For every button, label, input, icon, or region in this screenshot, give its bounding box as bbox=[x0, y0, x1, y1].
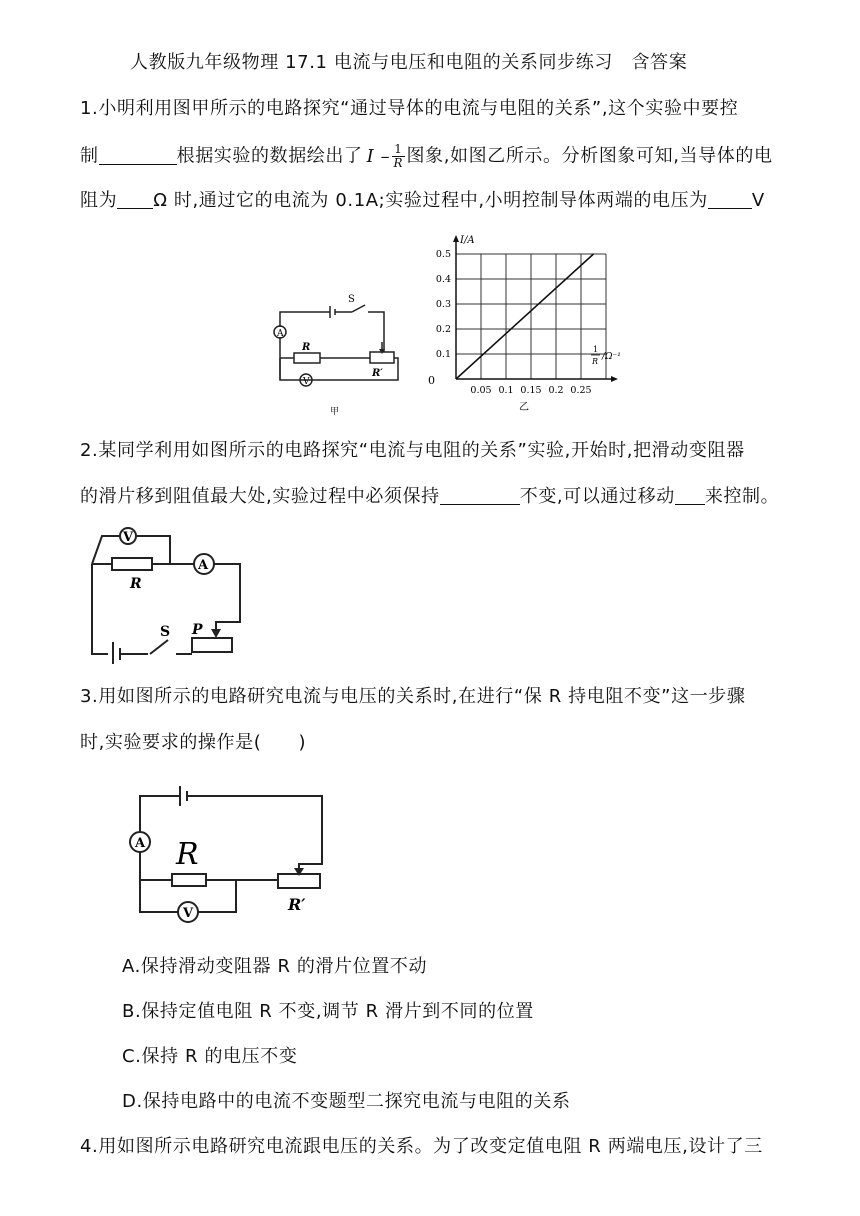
chart-series bbox=[456, 254, 594, 379]
q4-line-1: 4.用如图所示电路研究电流跟电压的关系。为了改变定值电阻 R 两端电压,设计了三 bbox=[80, 1136, 763, 1157]
q1-jia-label-rprime: R′ bbox=[372, 368, 383, 379]
q1-text: 制 bbox=[80, 145, 99, 167]
chart-x-tick-label: 0.05 bbox=[470, 385, 492, 396]
q3-label-a: A bbox=[135, 836, 146, 851]
chart-x-label-unit: /Ω⁻¹ bbox=[602, 352, 621, 362]
chart-x-label-num: 1 bbox=[593, 345, 599, 354]
q2-label-p: P bbox=[192, 622, 203, 638]
chart-y-tick-label: 0.2 bbox=[435, 324, 451, 335]
chart-x-tick-label: 0.2 bbox=[548, 385, 564, 396]
q3-label-rprime: R′ bbox=[288, 895, 306, 914]
q1-text: 图象,如图乙所示。分析图象可知,当导体的电 bbox=[406, 145, 773, 167]
chart-y-axis-label: I/A bbox=[460, 235, 475, 246]
chart-grid bbox=[456, 254, 606, 379]
q1-text: V bbox=[751, 190, 765, 211]
q1-blank-2 bbox=[117, 190, 153, 209]
q1-line-1: 1.小明利用图甲所示的电路探究“通过导体的电流与电阻的关系”,这个实验中要控 bbox=[80, 98, 739, 119]
chart-ticks bbox=[436, 249, 592, 396]
q1-jia-label-r: R bbox=[302, 342, 311, 353]
q1-blank-1 bbox=[99, 146, 177, 165]
chart-y-tick-label: 0.5 bbox=[435, 249, 451, 260]
q2-text: 的滑片移到阻值最大处,实验过程中必须保持 bbox=[80, 486, 440, 507]
q1-text: Ω 时,通过它的电流为 0.1A;实验过程中,小明控制导体两端的电压为 bbox=[153, 190, 708, 211]
chart-y-tick-label: 0.1 bbox=[435, 349, 451, 360]
q2-label-a: A bbox=[198, 558, 209, 573]
chart-caption: 乙 bbox=[519, 402, 529, 413]
q3-circuit bbox=[124, 780, 334, 928]
q1-line-3 bbox=[80, 188, 825, 214]
q3-option-c: C.保持 R 的电压不变 bbox=[122, 1046, 298, 1067]
q2-text: 来控制。 bbox=[704, 486, 780, 507]
q2-blank-2 bbox=[675, 486, 705, 505]
q1-text: 根据实验的数据绘出了 bbox=[176, 145, 363, 167]
q3-label-r: R bbox=[176, 837, 199, 872]
q3-option-b: B.保持定值电阻 R 不变,调节 R 滑片到不同的位置 bbox=[122, 1001, 534, 1022]
q3-line-1: 3.用如图所示的电路研究电流与电压的关系时,在进行“保 R 持电阻不变”这一步骤 bbox=[80, 686, 746, 707]
q2-label-v: V bbox=[123, 530, 134, 545]
chart-x-tick-label: 0.25 bbox=[570, 385, 592, 396]
q1-blank-3 bbox=[708, 190, 752, 209]
chart-y-tick-label: 0.4 bbox=[435, 274, 451, 285]
q2-label-r: R bbox=[130, 576, 142, 592]
q1-jia-label-a: A bbox=[277, 329, 284, 339]
q2-text: 不变,可以通过移动 bbox=[519, 486, 675, 507]
q1-fraction-numerator: 1 bbox=[394, 142, 403, 156]
q3-option-d: D.保持电路中的电流不变题型二探究电流与电阻的关系 bbox=[122, 1091, 571, 1112]
q1-text: 阻为 bbox=[80, 190, 118, 211]
q1-fraction-denominator: R bbox=[393, 156, 404, 170]
q1-chart-yi bbox=[420, 232, 650, 417]
q3-option-a: A.保持滑动变阻器 R 的滑片位置不动 bbox=[122, 956, 428, 977]
chart-x-tick-label: 0.15 bbox=[520, 385, 542, 396]
q1-circuit-jia bbox=[262, 290, 402, 420]
chart-x-label-den: R bbox=[592, 357, 599, 366]
q1-formula-i: I – bbox=[366, 145, 391, 167]
q1-jia-caption: 甲 bbox=[330, 407, 340, 417]
page-title: 人教版九年级物理 17.1 电流与电压和电阻的关系同步练习 含答案 bbox=[130, 52, 688, 73]
chart-y-arrow bbox=[453, 235, 459, 242]
q2-label-s: S bbox=[160, 624, 171, 640]
q1-jia-label-v: V bbox=[303, 377, 310, 387]
chart-x-arrow bbox=[611, 376, 618, 382]
chart-y-tick-label: 0.3 bbox=[435, 299, 451, 310]
chart-series-line bbox=[456, 254, 594, 379]
q2-blank-1 bbox=[440, 486, 520, 505]
q2-circuit bbox=[80, 522, 250, 664]
chart-origin-label: 0 bbox=[428, 374, 435, 387]
q2-line-2 bbox=[80, 484, 825, 510]
q2-line-1: 2.某同学利用如图所示的电路探究“电流与电阻的关系”实验,开始时,把滑动变阻器 bbox=[80, 440, 745, 461]
q3-label-v: V bbox=[183, 906, 194, 921]
q1-fraction bbox=[392, 143, 404, 170]
chart-x-tick-label: 0.1 bbox=[498, 385, 514, 396]
q1-line-2 bbox=[80, 143, 825, 170]
q1-jia-label-s: S bbox=[348, 294, 355, 305]
q3-line-2: 时,实验要求的操作是( ) bbox=[80, 732, 307, 753]
